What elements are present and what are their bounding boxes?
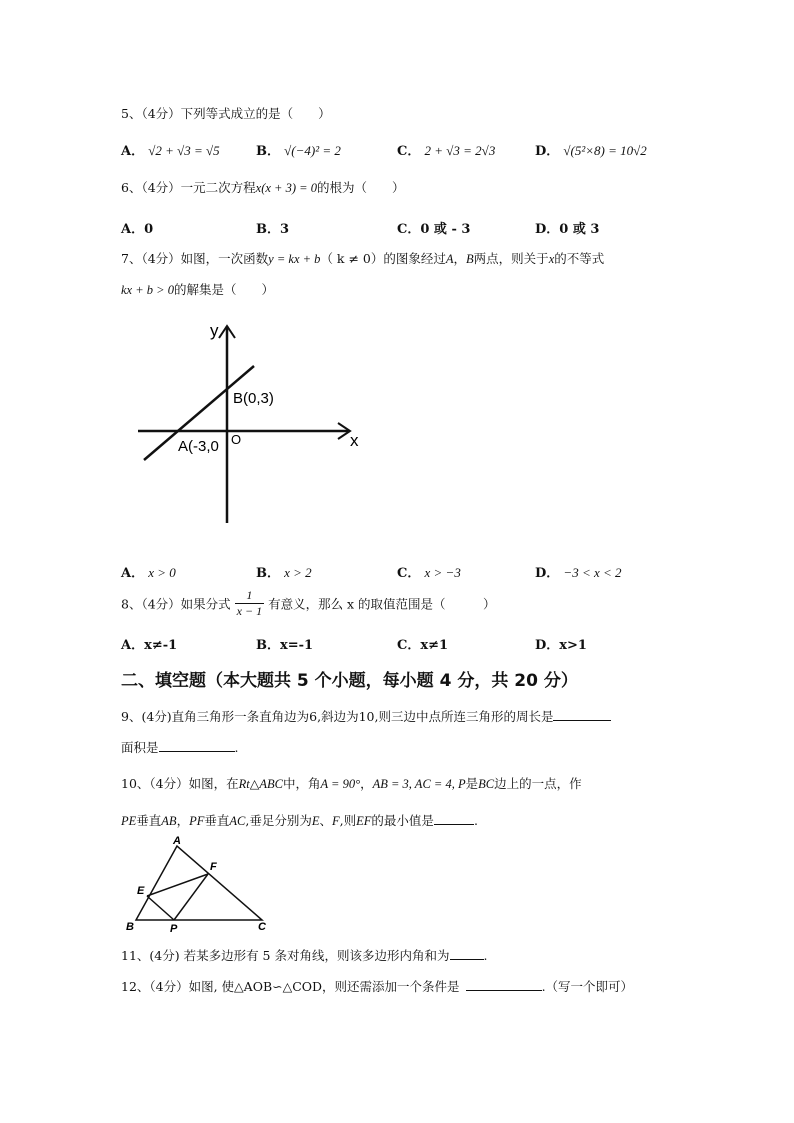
- q9-text: 面积是: [121, 740, 159, 755]
- q10-text: ,则: [339, 813, 357, 828]
- q7-text: 两点，则关于: [473, 251, 549, 266]
- fraction-denominator: x − 1: [236, 604, 263, 618]
- q10-text: 边上的一点，作: [494, 776, 582, 791]
- q6-option-c: [397, 218, 470, 237]
- q5-option-d: [535, 140, 647, 159]
- segment-pe: [147, 896, 174, 920]
- q9-end: .: [234, 740, 239, 755]
- q8-option-d: [535, 634, 587, 653]
- q10-text: 中，角: [282, 776, 321, 791]
- label-f: F: [210, 861, 217, 873]
- label-p: P: [170, 923, 178, 934]
- q7-sep: ，: [453, 251, 467, 266]
- option-text: √(−4)² = 2: [284, 143, 341, 158]
- option-text: x > 2: [284, 565, 312, 580]
- q10-text: 、: [319, 813, 333, 828]
- q10-text: 的最小值是: [371, 813, 434, 828]
- q10-text: 是: [465, 776, 479, 791]
- q11-line: [121, 946, 487, 964]
- q8-option-c: [397, 634, 448, 653]
- option-letter: A．: [121, 144, 145, 159]
- x-axis-label: x: [350, 431, 359, 450]
- option-text: 0 或 3: [559, 222, 600, 237]
- q8-fraction: [235, 588, 264, 619]
- q5-stem: 5、（4分）下列等式成立的是（ ）: [121, 106, 331, 121]
- q8-stem-post: 有意义，那么 x 的取值范围是（ ）: [268, 596, 496, 612]
- q7-option-c: [397, 562, 461, 581]
- q10-pe: PE: [121, 814, 137, 828]
- option-text: 0 或 - 3: [420, 222, 471, 237]
- q11-text: 11、(4分) 若某多边形有 5 条对角线，则该多边形内角和为: [121, 948, 450, 963]
- q10-end: .: [473, 813, 478, 828]
- point-b-label: B(0,3): [233, 390, 274, 407]
- label-c: C: [258, 921, 266, 933]
- option-letter: C．: [397, 222, 421, 237]
- y-axis-label: y: [210, 321, 219, 340]
- option-text: x>1: [559, 638, 587, 653]
- q12-end: .（写一个即可）: [541, 979, 634, 994]
- option-letter: A．: [121, 222, 145, 237]
- q10-ab: AB: [161, 814, 177, 828]
- option-letter: C．: [397, 566, 421, 581]
- section-heading: 二、填空题（本大题共 5 个小题，每小题 4 分，共 20 分）: [121, 671, 578, 691]
- q7-line2: [121, 280, 274, 298]
- q12-blank[interactable]: [466, 978, 542, 991]
- q10-text: 垂直: [136, 813, 162, 828]
- q7-point-b: B: [466, 252, 474, 266]
- option-letter: D．: [535, 222, 560, 237]
- q10-blank[interactable]: [434, 812, 474, 825]
- option-text: x≠1: [420, 638, 449, 653]
- q9-blank-perimeter[interactable]: [553, 708, 611, 721]
- q10-line1: [121, 774, 582, 792]
- q8-stem: [121, 588, 496, 619]
- q7-var-x: x: [548, 252, 555, 266]
- option-text: x > 0: [148, 565, 176, 580]
- label-a: A: [173, 835, 181, 847]
- q10-given: AB = 3, AC = 4, P: [372, 777, 466, 791]
- option-text: x > −3: [424, 565, 461, 580]
- q9-line2: [121, 738, 239, 756]
- q7-function: y = kx + b: [268, 252, 321, 266]
- q7-text: 的图象经过: [383, 251, 446, 266]
- q7-inequality: kx + b > 0: [121, 283, 174, 297]
- option-letter: D．: [535, 638, 560, 653]
- q11-end: .: [483, 948, 488, 963]
- q7-text: 7、（4分）如图，一次函数: [121, 251, 269, 266]
- q7-line1: [121, 249, 604, 267]
- option-letter: B．: [256, 144, 280, 159]
- q7-point-a: A: [445, 252, 454, 266]
- q10-pf: PF: [189, 814, 205, 828]
- fraction-numerator: 1: [235, 588, 264, 604]
- q7-graph: [130, 318, 370, 528]
- q5-option-c: [397, 140, 495, 159]
- label-b: B: [126, 921, 134, 933]
- q6-option-a: [121, 218, 153, 237]
- q6-equation: x(x + 3) = 0: [255, 181, 317, 195]
- q10-text: 垂直: [204, 813, 230, 828]
- q10-bc: BC: [478, 777, 495, 791]
- option-text: x≠-1: [144, 638, 178, 653]
- q6-stem-post: 的根为（ ）: [316, 180, 405, 195]
- option-text: x=-1: [280, 638, 314, 653]
- origin-label: O: [231, 432, 242, 447]
- option-text: 3: [280, 222, 290, 237]
- option-text: −3 < x < 2: [563, 565, 622, 580]
- option-letter: A．: [121, 566, 145, 581]
- option-text: 0: [144, 222, 154, 237]
- q9-line1: [121, 707, 611, 725]
- q10-text: 10、（4分）如图，在: [121, 776, 239, 791]
- option-letter: B．: [256, 638, 280, 653]
- q7-option-a: [121, 562, 176, 581]
- point-a-label: A(-3,0: [178, 438, 219, 455]
- q10-ac: AC: [229, 814, 246, 828]
- q10-f: F: [332, 814, 340, 828]
- option-text: √2 + √3 = √5: [148, 143, 220, 158]
- q7-option-d: [535, 562, 622, 581]
- q8-option-a: [121, 634, 177, 653]
- option-letter: C．: [397, 638, 421, 653]
- q10-sep: ，: [360, 776, 373, 791]
- option-letter: C．: [397, 144, 421, 159]
- q10-text: ,垂足分别为: [245, 813, 312, 828]
- q12-text: 12、（4分）如图, 使△AOB∽△COD，则还需添加一个条件是: [121, 979, 460, 994]
- q10-ef: EF: [356, 814, 372, 828]
- q10-angle: A = 90°: [320, 777, 361, 791]
- q9-blank-area[interactable]: [159, 739, 235, 752]
- q6-stem-pre: 6、（4分）一元二次方程: [121, 180, 256, 195]
- q7-text: 的不等式: [554, 251, 605, 266]
- option-letter: B．: [256, 566, 280, 581]
- option-letter: D．: [535, 566, 560, 581]
- q9-text: 9、(4分)直角三角形一条直角边为6,斜边为10,则三边中点所连三角形的周长是: [121, 709, 554, 724]
- q6-option-d: [535, 218, 599, 237]
- q12-line: [121, 977, 633, 995]
- option-letter: B．: [256, 222, 280, 237]
- q5-option-b: [256, 140, 341, 159]
- q11-blank[interactable]: [450, 947, 484, 960]
- q6-option-b: [256, 218, 289, 237]
- q8-stem-pre: 8、（4分）如果分式: [121, 596, 231, 612]
- option-letter: A．: [121, 638, 145, 653]
- q10-line2: [121, 811, 478, 829]
- label-e: E: [137, 885, 145, 897]
- q7-text: 的解集是（ ）: [173, 282, 274, 297]
- q10-e: E: [311, 814, 320, 828]
- q7-condition: （ k ≠ 0）: [320, 251, 384, 266]
- option-text: 2 + √3 = 2√3: [424, 143, 496, 158]
- option-text: √(5²×8) = 10√2: [563, 143, 647, 158]
- q6-stem: [121, 178, 404, 196]
- q10-figure: [122, 834, 282, 934]
- q5-option-a: [121, 140, 220, 159]
- q10-triangle: Rt△ABC: [238, 777, 283, 791]
- triangle-abc: [136, 846, 262, 920]
- q7-option-b: [256, 562, 312, 581]
- q8-option-b: [256, 634, 313, 653]
- option-letter: D．: [535, 144, 560, 159]
- q10-text: ，: [176, 813, 190, 828]
